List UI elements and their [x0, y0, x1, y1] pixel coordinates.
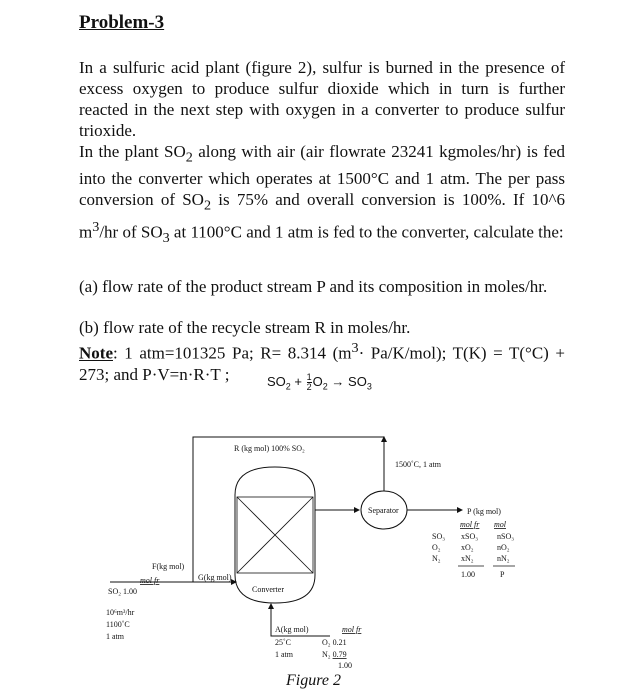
g-stream-label: G(kg mol)	[198, 573, 232, 582]
product-row-n2-name: N₂	[432, 554, 441, 563]
air-n2-fraction: N₂ 0.79	[322, 650, 347, 659]
separator-conditions: 1500˚C, 1 atm	[395, 460, 441, 469]
figure-caption: Figure 2	[286, 672, 341, 689]
half-fraction: $\frac{1}{2}$	[306, 372, 312, 392]
product-row-n2-frac: xN₂	[461, 554, 474, 563]
air-pressure: 1 atm	[275, 650, 293, 659]
recycle-label: R (kg mol) 100% SO₂	[234, 444, 305, 453]
product-row-o2-mol: nO₂	[497, 543, 510, 552]
feed-flow: 10⁶m³/hr	[106, 608, 135, 617]
product-row-n2-mol: nN₂	[497, 554, 510, 563]
plant-paragraph: In the plant $SO_2$ along with air (air flowrate 23241 kgmoles/hr) is fed into the converter which operates at 1500°C and 1 atm. The per pass conversion of $SO_2$ is 75% and overall conversion is 100%. If 10^6 $m^3/hr$ of $SO_3$ at 1100°C and 1 atm is fed to the converter, calculate the:	[79, 142, 565, 246]
product-col-molfr: mol fr	[460, 520, 480, 529]
product-col-mol: mol	[494, 520, 506, 529]
product-row-so3-frac: xSO₃	[461, 532, 479, 541]
converter-label: Converter	[252, 585, 284, 594]
air-temp: 25˚C	[275, 638, 291, 647]
feed-col-header: mol fr	[140, 576, 160, 585]
product-total-mol: P	[500, 570, 505, 579]
separator-label: Separator	[368, 506, 399, 515]
question-a: (a) flow rate of the product stream P and its composition in moles/hr.	[79, 277, 548, 296]
air-col-header: mol fr	[342, 625, 362, 634]
note-label: Note	[79, 343, 113, 363]
feed-label: F(kg mol)	[152, 562, 185, 571]
air-o2-fraction: O₂ 0.21	[322, 638, 347, 647]
air-label: A(kg mol)	[275, 625, 309, 634]
product-total-frac: 1.00	[461, 570, 475, 579]
product-row-o2-frac: xO₂	[461, 543, 474, 552]
product-row-o2-name: O₂	[432, 543, 441, 552]
intro-paragraph: In a sulfuric acid plant (figure 2), sulfur is burned in the presence of excess oxygen to produce sulfur dioxide which in turn is further reacted in the next step with oxygen in a converter to produce sulfur trioxide.	[79, 58, 565, 140]
product-row-so3-mol: nSO₃	[497, 532, 515, 541]
air-total: 1.00	[338, 661, 352, 670]
reaction-equation: $SO_2$ + $\frac{1}{2}$ $O_2 \to SO_3$	[267, 372, 372, 392]
feed-pressure: 1 atm	[106, 632, 124, 641]
question-b: (b) flow rate of the recycle stream R in moles/hr.	[79, 318, 411, 337]
note-paragraph: Note: 1 atm=101325 Pa; R= 8.314 $(m^3\cdot Pa/K/mol)$; T(K) = T(°C) + 273; and P·V=n·R·T ;	[79, 340, 565, 384]
product-row-so3-name: SO₃	[432, 532, 446, 541]
converter-vessel	[235, 467, 315, 603]
product-label: P (kg mol)	[467, 507, 501, 516]
feed-so2-fraction: SO₂ 1.00	[108, 587, 138, 596]
problem-title: Problem-3	[79, 12, 165, 33]
feed-temp: 1100˚C	[106, 620, 130, 629]
